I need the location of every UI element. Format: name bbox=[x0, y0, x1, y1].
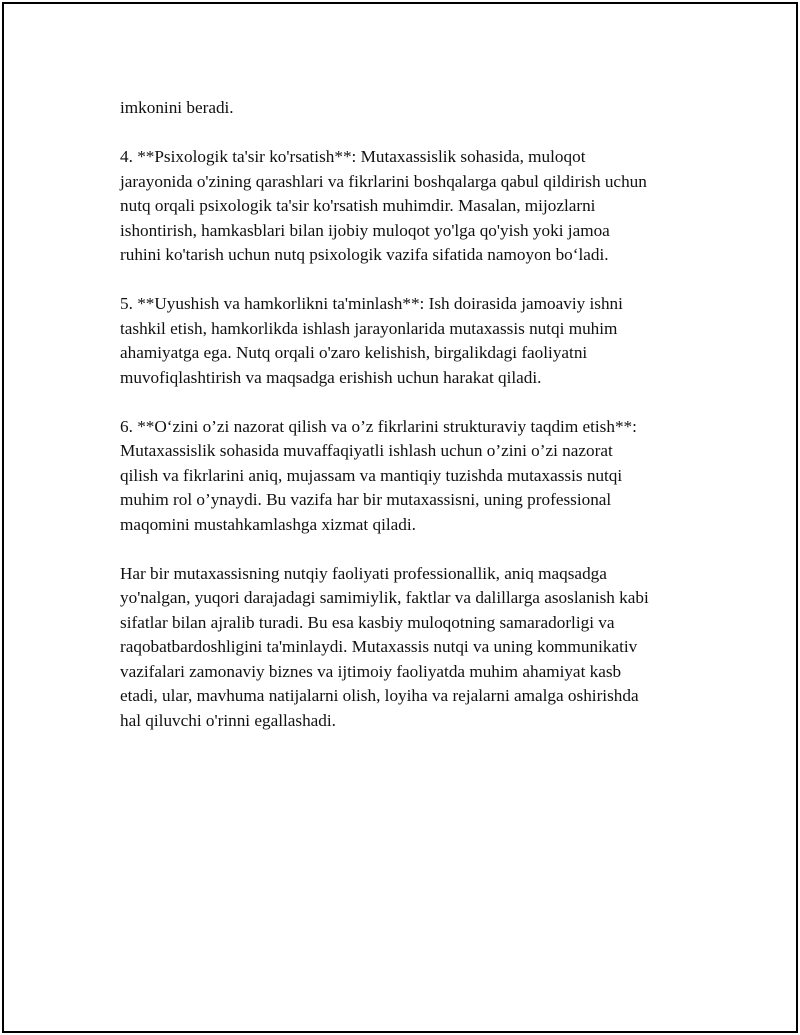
paragraph-continuation bbox=[120, 96, 700, 121]
text-line: etadi, ular, mavhuma natijalarni olish, loyiha va rejalarni amalga oshirishda bbox=[120, 686, 639, 705]
text-line: imkonini beradi. bbox=[120, 98, 234, 117]
text-line: muhim rol o’ynaydi. Bu vazifa har bir mutaxassisni, uning professional bbox=[120, 490, 612, 509]
text-line: jarayonida o'zining qarashlari va fikrlarini boshqalarga qabul qildirish uchun bbox=[120, 171, 647, 191]
text-line: 5. **Uyushish va hamkorlikni ta'minlash**: Ish doirasida jamoaviy ishni bbox=[120, 294, 623, 313]
paragraph-conclusion bbox=[120, 562, 700, 734]
text-line: ruhini ko'tarish uchun nutq psixologik vazifa sifatida namoyon bo‘ladi. bbox=[120, 245, 609, 264]
text-line: sifatlar bilan ajralib turadi. Bu esa kasbiy muloqotning samaradorligi va bbox=[120, 612, 615, 632]
text-line: raqobatbardoshligini ta'minlaydi. Mutaxassis nutqi va uning kommunikativ bbox=[120, 637, 638, 656]
document-page bbox=[2, 2, 798, 1033]
text-line: maqomini mustahkamlashga xizmat qiladi. bbox=[120, 514, 416, 534]
text-line: yo'nalgan, yuqori darajadagi samimiylik, faktlar va dalillarga asoslanish kabi bbox=[120, 588, 649, 607]
text-line: ahamiyatga ega. Nutq orqali o'zaro kelishish, birgalikdagi faoliyatni bbox=[120, 343, 588, 362]
text-line: 6. **O‘zini o’zi nazorat qilish va o’z fikrlarini strukturaviy taqdim etish**: bbox=[120, 416, 637, 436]
text-line: Har bir mutaxassisning nutqiy faoliyati professionallik, aniq maqsadga bbox=[120, 563, 607, 583]
text-line: ishontirish, hamkasblari bilan ijobiy muloqot yo'lga qo'yish yoki jamoa bbox=[120, 220, 610, 240]
paragraph-item-4 bbox=[120, 145, 700, 268]
text-line: 4. **Psixologik ta'sir ko'rsatish**: Mutaxassislik sohasida, muloqot bbox=[120, 147, 586, 166]
text-line: qilish va fikrlarini aniq, mujassam va mantiqiy tuzishda mutaxassis nutqi bbox=[120, 465, 623, 485]
text-line: tashkil etish, hamkorlikda ishlash jarayonlarida mutaxassis nutqi muhim bbox=[120, 318, 618, 338]
text-line: muvofiqlashtirish va maqsadga erishish uchun harakat qiladi. bbox=[120, 367, 542, 387]
paragraph-item-5 bbox=[120, 292, 700, 390]
text-line: nutq orqali psixologik ta'sir ko'rsatish muhimdir. Masalan, mijozlarni bbox=[120, 196, 596, 215]
text-line: hal qiluvchi o'rinni egallashadi. bbox=[120, 710, 336, 730]
text-line: vazifalari zamonaviy biznes va ijtimoiy faoliyatda muhim ahamiyat kasb bbox=[120, 661, 622, 681]
text-line: Mutaxassislik sohasida muvaffaqiyatli ishlash uchun o’zini o’zi nazorat bbox=[120, 441, 613, 460]
document-body bbox=[120, 96, 700, 758]
paragraph-item-6 bbox=[120, 415, 700, 538]
